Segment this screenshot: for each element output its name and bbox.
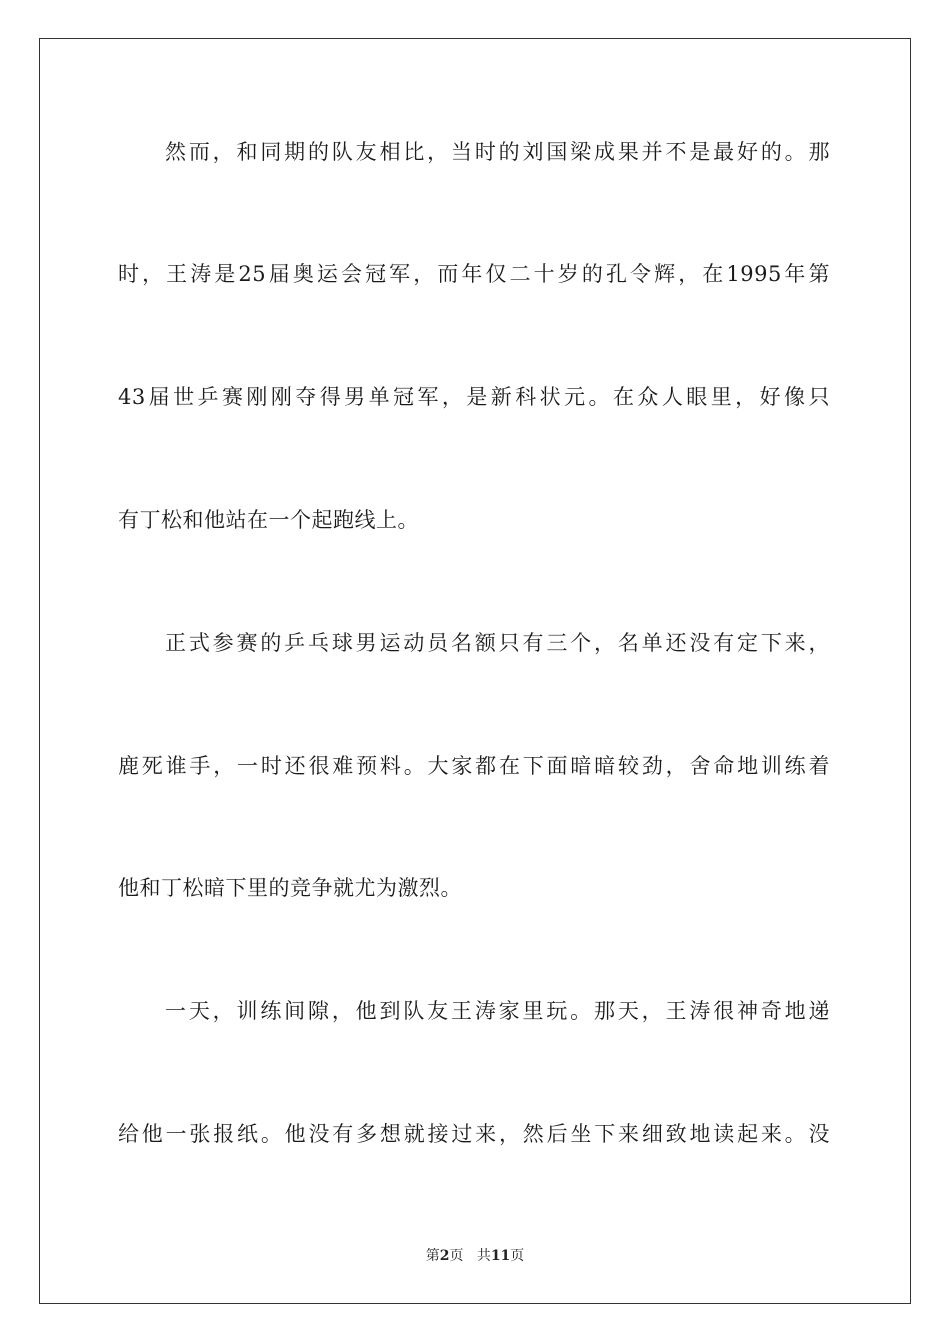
paragraph-3-line-1: 一天，训练间隙，他到队友王涛家里玩。那天，王涛很神奇地递 <box>165 999 830 1023</box>
footer-total-prefix: 共 <box>476 1248 491 1264</box>
paragraph-3-line-2: 给他一张报纸。他没有多想就接过来，然后坐下来细致地读起来。没 <box>118 1122 830 1146</box>
page-footer <box>0 1246 950 1266</box>
paragraph-2-line-2: 鹿死谁手，一时还很难预料。大家都在下面暗暗较劲，舍命地训练着 <box>118 754 830 778</box>
paragraph-1-line-3: 43届世乒赛刚刚夺得男单冠军，是新科状元。在众人眼里，好像只 <box>118 385 830 409</box>
paragraph-1-line-1: 然而，和同期的队友相比，当时的刘国梁成果并不是最好的。那 <box>165 140 830 164</box>
paragraph-1-line-4: 有丁松和他站在一个起跑线上。 <box>118 508 419 532</box>
paragraph-1-line-2: 时，王涛是25届奥运会冠军，而年仅二十岁的孔令辉，在1995年第 <box>118 262 830 286</box>
footer-prefix: 第 <box>425 1248 440 1264</box>
footer-page-number: 2 <box>439 1248 450 1264</box>
paragraph-2-line-1: 正式参赛的乒乓球男运动员名额只有三个，名单还没有定下来， <box>165 631 830 655</box>
footer-total-pages: 11 <box>490 1248 511 1264</box>
footer-page-suffix: 页 <box>449 1248 464 1264</box>
footer-total-suffix: 页 <box>510 1248 525 1264</box>
paragraph-2-line-3: 他和丁松暗下里的竞争就尤为激烈。 <box>118 876 462 900</box>
page-border <box>39 38 911 1304</box>
